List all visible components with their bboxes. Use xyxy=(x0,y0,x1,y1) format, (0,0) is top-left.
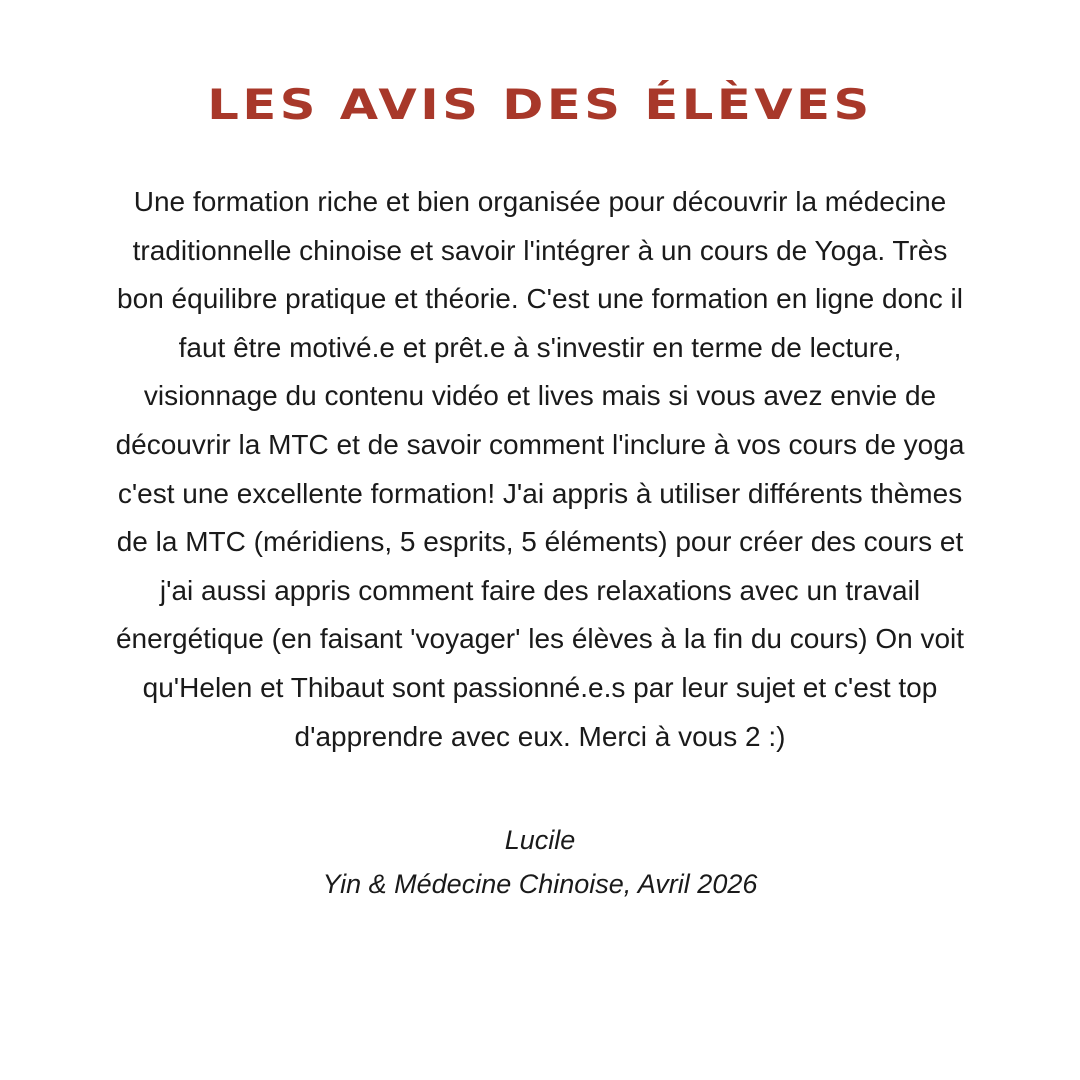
review-line: visionnage du contenu vidéo et lives mais si vous avez envie de xyxy=(143,380,937,412)
review-line: qu'Helen et Thibaut sont passionné.e.s par leur sujet et c'est top xyxy=(142,671,938,703)
review-line: c'est une excellente formation! J'ai appris à utiliser différents thèmes xyxy=(117,477,963,509)
review-text xyxy=(40,178,1040,761)
review-line: énergétique (en faisant 'voyager' les élèves à la fin du cours) On voit xyxy=(115,623,965,655)
page-title: LES AVIS DES ÉLÈVES xyxy=(207,80,873,129)
review-line: de la MTC (méridiens, 5 esprits, 5 éléments) pour créer des cours et xyxy=(116,526,964,558)
review-line: bon équilibre pratique et théorie. C'est une formation en ligne donc il xyxy=(117,283,963,315)
review-line: Une formation riche et bien organisée pour découvrir la médecine xyxy=(133,186,947,217)
review-line: traditionnelle chinoise et savoir l'intégrer à un cours de Yoga. Très xyxy=(132,234,948,266)
author-name: Lucile xyxy=(504,825,576,855)
review-line: d'apprendre avec eux. Merci à vous 2 :) xyxy=(294,720,786,752)
author-course: Yin & Médecine Chinoise, Avril 2026 xyxy=(322,869,758,899)
review-line: découvrir la MTC et de savoir comment l'inclure à vos cours de yoga xyxy=(115,428,965,460)
review-line: faut être motivé.e et prêt.e à s'investir en terme de lecture, xyxy=(178,331,902,363)
review-line: j'ai aussi appris comment faire des relaxations avec un travail xyxy=(159,574,921,606)
author-block xyxy=(0,818,1080,906)
